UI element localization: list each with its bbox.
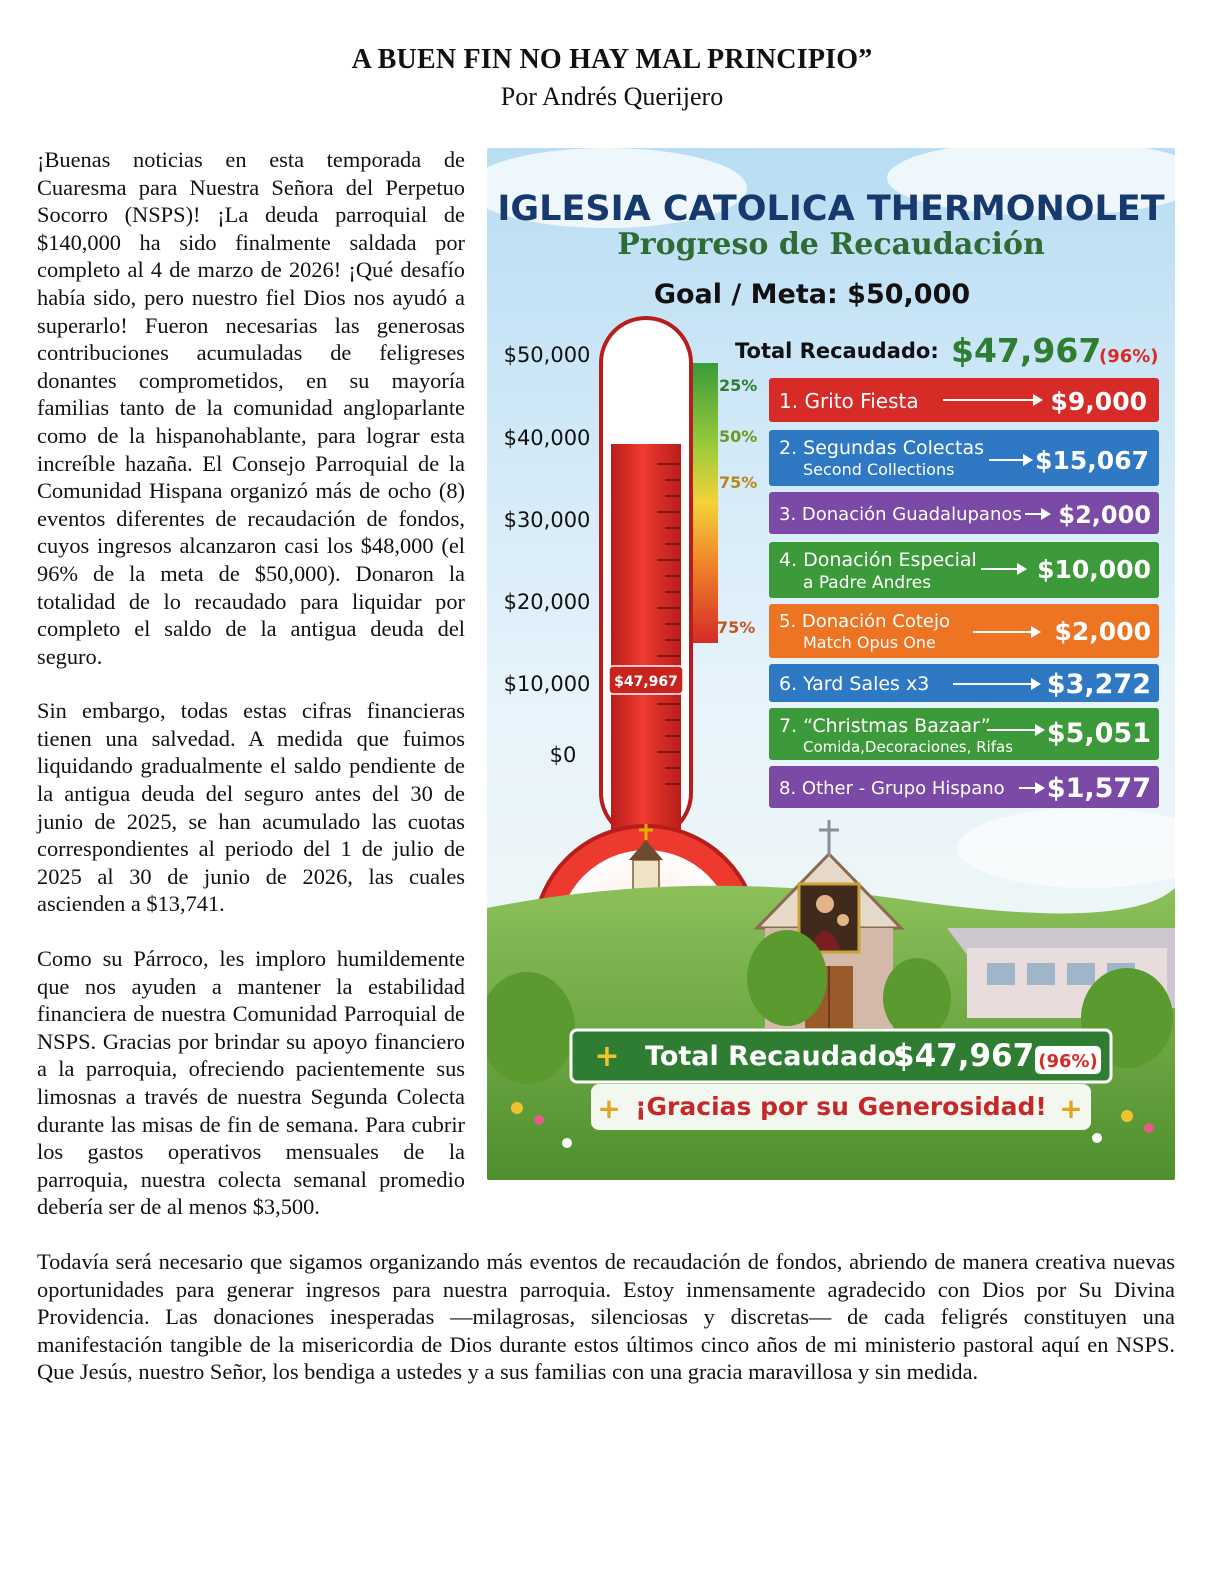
cross-icon: + — [597, 1092, 621, 1125]
banner-total-pct: (96%) — [1038, 1051, 1098, 1072]
article-title: A BUEN FIN NO HAY MAL PRINCIPIO” — [351, 44, 873, 75]
item-label: 3. Donación Guadalupanos — [779, 504, 1022, 525]
item-label: 8. Other - Grupo Hispano — [779, 778, 1005, 799]
item-row-8 — [769, 766, 1159, 808]
poster-goal: Goal / Meta: $50,000 — [653, 279, 971, 310]
poster-title: IGLESIA CATOLICA THERMONOLET — [497, 189, 1165, 229]
item-row-7 — [769, 708, 1159, 760]
axis-label: $50,000 — [503, 343, 591, 367]
item-amount: $15,067 — [1035, 446, 1149, 475]
cross-icon: + — [1059, 1092, 1083, 1125]
pct-mark: 75% — [719, 473, 758, 492]
item-row-4 — [769, 542, 1159, 598]
banner-total-value: $47,967 — [893, 1038, 1035, 1074]
thermometer-fill — [611, 444, 681, 864]
cross-icon: + — [594, 1039, 620, 1074]
poster-total-value: $47,967 — [951, 331, 1102, 370]
item-label: 5. Donación Cotejo — [779, 611, 950, 632]
paragraph: Como su Párroco, les imploro humildemente que nos ayuden a mantener la estabilidad financiera de nuestra Comunidad Parroquial de NSPS. Gracias por brindar su apoyo financiero a la parroquia, ofreciendo pacientemente sus limosnas a través de nuestra Segunda Colecta durante las misas de fin de semana. Para cubrir los gastos operativos mensuales de la parroquia, nuestra colecta semanal promedio debería ser de al menos $3,500. — [37, 946, 465, 1220]
item-amount: $2,000 — [1058, 501, 1151, 529]
items-list — [769, 378, 1159, 808]
fundraising-poster — [487, 148, 1175, 1180]
item-sublabel: Second Collections — [803, 460, 955, 479]
thermometer-value: $47,967 — [614, 674, 678, 690]
item-row-5 — [769, 604, 1159, 658]
item-label: 4. Donación Especial — [779, 549, 977, 571]
item-label: 2. Segundas Colectas — [779, 437, 985, 459]
axis-label: $10,000 — [503, 672, 591, 696]
article-byline: Por Andrés Querijero — [500, 82, 724, 111]
item-sublabel: a Padre Andres — [803, 573, 932, 593]
poster-total-label: Total Recaudado: — [735, 339, 939, 363]
item-label: 1. Grito Fiesta — [779, 389, 919, 413]
article-body — [37, 146, 1175, 1413]
item-amount: $2,000 — [1054, 617, 1151, 646]
item-amount: $10,000 — [1037, 555, 1151, 584]
axis-label: $30,000 — [503, 508, 591, 532]
poster-total-pct: (96%) — [1099, 346, 1159, 367]
pct-mark: 50% — [719, 427, 758, 446]
item-amount: $5,051 — [1046, 718, 1151, 749]
item-label: 7. “Christmas Bazaar” — [779, 715, 991, 737]
item-amount: $3,272 — [1046, 669, 1151, 700]
item-label: 6. Yard Sales x3 — [779, 673, 930, 695]
item-sublabel: Comida,Decoraciones, Rifas — [803, 738, 1014, 756]
pct-mark: 25% — [719, 376, 758, 395]
item-row-1 — [769, 378, 1159, 422]
paragraph: ¡Buenas noticias en esta temporada de Cuaresma para Nuestra Señora del Perpetuo Socorro (NSPS)! ¡La deuda parroquial de $140,000 ha sido finalmente saldada por completo al 4 de marzo de 2026! ¡Qué desafío había sido, pero nuestro fiel Dios nos ayudó a superarlo! Fueron necesarias las generosas contribuciones acumuladas de feligreses donantes comprometidos, en su mayoría familias tanto de la comunidad angloparlante como de la hispanohablante, para lograr esta increíble hazaña. El Consejo Parroquial de la Comunidad Hispana organizó más de ocho (8) eventos diferentes de recaudación de fondos, cuyos ingresos alcanzaron casi los $48,000 (el 96% de la meta de $50,000). Donaron la totalidad de lo recaudado para liquidar por completo el saldo de la antigua deuda del seguro. — [37, 147, 465, 669]
pct-mark: 75% — [717, 618, 756, 637]
item-row-2 — [769, 430, 1159, 486]
axis-label: $40,000 — [503, 426, 591, 450]
item-row-6 — [769, 664, 1159, 702]
poster-graphic — [487, 148, 1175, 1180]
item-amount: $1,577 — [1046, 773, 1151, 804]
axis-label: $0 — [549, 743, 577, 767]
axis-label: $20,000 — [503, 590, 591, 614]
item-row-3 — [769, 492, 1159, 534]
item-sublabel: Match Opus One — [803, 633, 936, 652]
item-amount: $9,000 — [1050, 387, 1147, 416]
poster-subtitle: Progreso de Recaudación — [617, 227, 1045, 262]
thanks-text: ¡Gracias por su Generosidad! — [635, 1092, 1047, 1121]
paragraph: Todavía será necesario que sigamos organizando más eventos de recaudación de fondos, abriendo de manera creativa nuevas oportunidades para generar ingresos para nuestra parroquia. Estoy inmensamente agradecido con Dios por Su Divina Providencia. Las donaciones inesperadas —milagrosas, silenciosas y discretas— de cada feligrés constituyen una manifestación tangible de la misericordia de Dios durante estos últimos cinco años de mi ministerio pastoral aquí en NSPS. Que Jesús, nuestro Señor, los bendiga a ustedes y a sus familias con una gracia maravillosa y sin medida. — [37, 1248, 1175, 1385]
banner-total-label: Total Recaudado: — [645, 1041, 907, 1072]
paragraph: Sin embargo, todas estas cifras financieras tienen una salvedad. A medida que fuimos liquidando gradualmente el saldo pendiente de la antigua deuda del seguro antes del 30 de junio de 2025, se han acumulado las cuotas correspondientes al periodo del 1 de julio de 2025 al 30 de junio de 2026, las cuales ascienden a $13,741. — [37, 698, 465, 917]
